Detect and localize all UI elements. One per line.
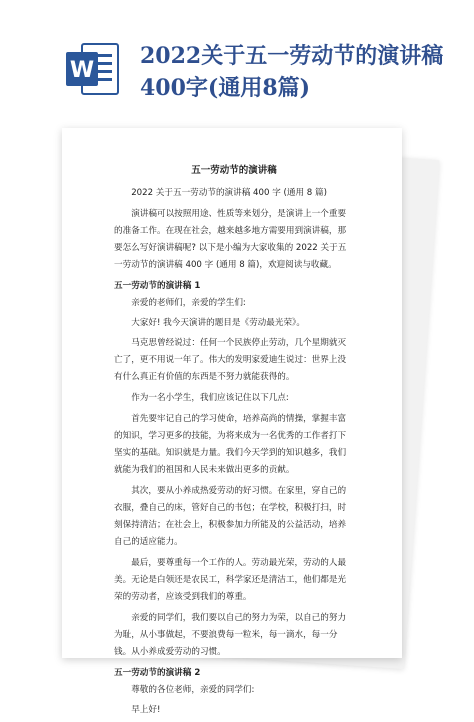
- section-heading-2: 五一劳动节的演讲稿 2: [114, 668, 201, 678]
- hello-1: 大家好! 我今天演讲的题目是《劳动最光荣》。: [131, 318, 305, 328]
- paragraph-6: 亲爱的同学们，我们要以自己的努力为荣，以自己的努力为耻，从小事做起，不要浪费每一粒米，每一滴水，每一分钱。从小养成爱劳动的习惯。: [114, 613, 347, 657]
- paragraph-1: 马克思曾经说过：任何一个民族停止劳动，几个星期就灭亡了，更不用说一年了。伟大的发明家爱迪生说过：世界上没有什么真正有价值的东西是不努力就能获得的。: [114, 338, 347, 382]
- word-document-icon: [64, 40, 122, 98]
- word-logo-letter: W: [69, 58, 95, 83]
- document-content: [114, 162, 354, 722]
- paragraph-4: 其次，要从小养成热爱劳动的好习惯。在家里，穿自己的衣服，叠自己的床，管好自己的书包；在学校，积极打扫，时刻保持清洁；在社会上，积极参加力所能及的公益活动，培养自己的适应能力。: [114, 486, 347, 547]
- paragraph-2: 作为一名小学生，我们应该记住以下几点:: [131, 393, 289, 403]
- page-title: 2022关于五一劳动节的演讲稿400字(通用8篇): [140, 43, 444, 101]
- section-heading-1: 五一劳动节的演讲稿 1: [114, 281, 201, 291]
- intro-paragraph: 演讲稿可以按照用途、性质等来划分，是演讲上一个重要的准备工作。在现在社会，越来越多地方需要用到演讲稿，那要怎么写好演讲稿呢? 以下是小编为大家收集的 2022 关于五一劳动节的演讲稿 400 字 (通用 8 篇)，欢迎阅读与收藏。: [114, 209, 347, 270]
- paragraph-3: 首先要牢记自己的学习使命，培养高尚的情操，掌握丰富的知识，学习更多的技能，为将来成为一名优秀的工作者打下坚实的基础。知识就是力量。我们今天学到的知识越多，我们就能为我们的祖国和人民未来做出更多的贡献。: [114, 414, 347, 475]
- greeting-2: 尊敬的各位老师，亲爱的同学们:: [131, 685, 255, 695]
- hello-2: 早上好!: [131, 705, 161, 715]
- greeting-1: 亲爱的老师们，亲爱的学生们:: [131, 298, 246, 308]
- document-heading: 五一劳动节的演讲稿: [191, 165, 277, 176]
- document-page: [62, 128, 402, 715]
- header: [0, 0, 474, 118]
- document-subtitle: 2022 关于五一劳动节的演讲稿 400 字 (通用 8 篇): [131, 188, 327, 198]
- paragraph-5: 最后，要尊重每一个工作的人。劳动最光荣，劳动的人最美。无论是白领还是农民工，科学家还是清洁工，他们都是光荣的劳动者，应该受到我们的尊重。: [114, 558, 347, 602]
